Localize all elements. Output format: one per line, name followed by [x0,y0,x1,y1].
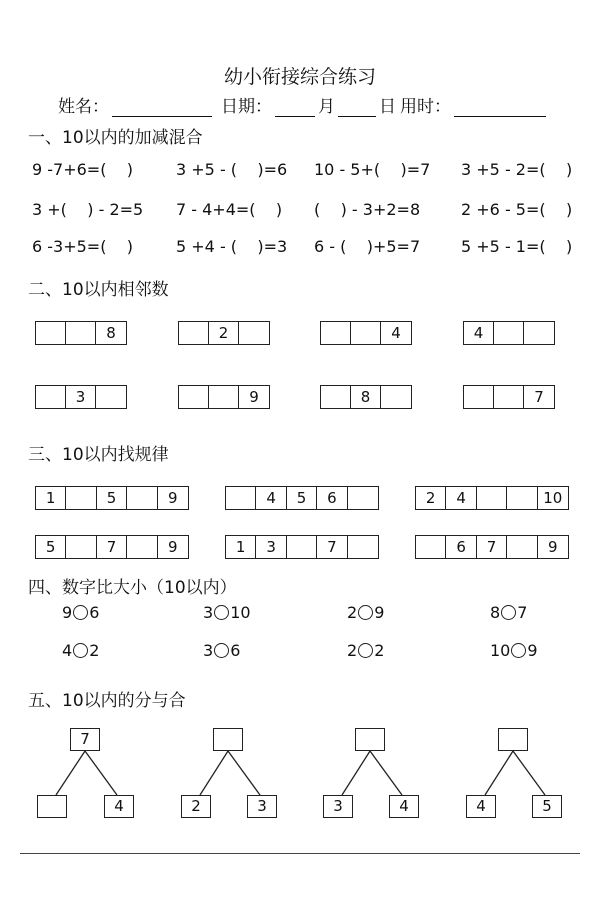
equation[interactable]: 6 -3+5=( ) [32,237,134,256]
number-cell[interactable]: 4 [391,324,401,342]
left-number: 10 [490,641,511,660]
left-number: 4 [62,641,73,660]
worksheet-title: 幼小衔接综合练习 [223,66,376,88]
right-number: 2 [374,641,385,660]
tree-branch-line [56,751,85,795]
month-label: 月 [318,97,335,117]
name-label: 姓名： [58,97,109,117]
right-number: 6 [230,641,241,660]
number-cell[interactable]: 7 [534,388,544,406]
section-5-title: 五、10以内的分与合 [28,691,186,711]
right-number: 9 [527,641,538,660]
equation[interactable]: 3 +( ) - 2=5 [32,200,144,219]
number-cell[interactable]: 4 [446,487,476,509]
tree-branch-line [342,751,370,795]
tree-branch-line [513,751,545,795]
tree-branch-line [200,751,228,795]
right-number: 7 [517,603,528,622]
number-cell[interactable]: 8 [106,324,116,342]
right-number: 6 [89,603,100,622]
equation[interactable]: 3 +5 - 2=( ) [461,160,573,179]
number-cell[interactable]: 2 [416,487,446,509]
number-cell[interactable]: 6 [446,536,476,558]
number-cell[interactable]: 1 [226,536,256,558]
number-cell[interactable]: 1 [36,487,66,509]
number-cell[interactable]: 4 [464,322,494,344]
right-number: 9 [374,603,385,622]
section-1-title: 一、10以内的加减混合 [28,128,203,148]
equation[interactable]: 2 +6 - 5=( ) [461,200,573,219]
left-number: 3 [203,641,214,660]
equation[interactable]: ( ) - 3+2=8 [314,200,421,219]
tree-branch-line [370,751,402,795]
left-number: 8 [490,603,501,622]
equation[interactable]: 6 - ( )+5=7 [314,237,421,256]
tree-top-box[interactable] [213,728,243,751]
equation[interactable]: 5 +5 - 1=( ) [461,237,573,256]
number-cell[interactable]: 5 [36,536,66,558]
tree-right-box[interactable]: 5 [532,795,562,818]
equation[interactable]: 3 +5 - ( )=6 [176,160,288,179]
equation[interactable]: 10 - 5+( )=7 [314,160,431,179]
number-cell[interactable]: 3 [256,536,286,558]
section-3-title: 三、10以内找规律 [28,445,169,465]
tree-right-box[interactable]: 3 [247,795,277,818]
time-label: 用时： [400,97,451,117]
number-cell[interactable]: 9 [167,489,178,507]
tree-left-box[interactable] [37,795,67,818]
tree-right-box[interactable]: 4 [104,795,134,818]
tree-branch-line [485,751,513,795]
date-label: 日期： [221,97,272,117]
tree-left-box[interactable]: 4 [466,795,496,818]
right-number: 2 [89,641,100,660]
number-cell[interactable]: 3 [66,386,96,408]
number-cell[interactable]: 10 [543,489,563,507]
tree-branch-line [85,751,117,795]
left-number: 3 [203,603,214,622]
equation[interactable]: 5 +4 - ( )=3 [176,237,288,256]
number-cell[interactable]: 4 [256,487,286,509]
equation[interactable]: 9 -7+6=( ) [32,160,134,179]
footer-divider [20,853,580,854]
left-number: 2 [347,603,358,622]
day-label: 日 [379,97,396,117]
section-2-title: 二、10以内相邻数 [28,280,169,300]
tree-right-box[interactable]: 4 [389,795,419,818]
equation[interactable]: 7 - 4+4=( ) [176,200,283,219]
tree-top-box[interactable] [498,728,528,751]
number-cell[interactable]: 7 [97,536,127,558]
left-number: 2 [347,641,358,660]
right-number: 10 [230,603,251,622]
number-cell[interactable]: 2 [209,322,239,344]
number-cell[interactable]: 5 [97,487,127,509]
number-cell[interactable]: 8 [351,386,381,408]
number-cell[interactable]: 5 [287,487,317,509]
section-4-title: 四、数字比大小（10以内） [28,578,237,598]
tree-left-box[interactable]: 3 [323,795,353,818]
number-cell[interactable]: 6 [317,487,347,509]
left-number: 9 [62,603,73,622]
tree-left-box[interactable]: 2 [181,795,211,818]
number-cell[interactable]: 7 [317,536,347,558]
number-cell[interactable]: 9 [167,538,178,556]
tree-top-box[interactable] [355,728,385,751]
number-cell[interactable]: 9 [547,538,558,556]
tree-top-box[interactable]: 7 [70,728,100,751]
number-cell[interactable]: 7 [477,536,507,558]
number-cell[interactable]: 9 [249,388,259,406]
tree-branch-line [228,751,260,795]
